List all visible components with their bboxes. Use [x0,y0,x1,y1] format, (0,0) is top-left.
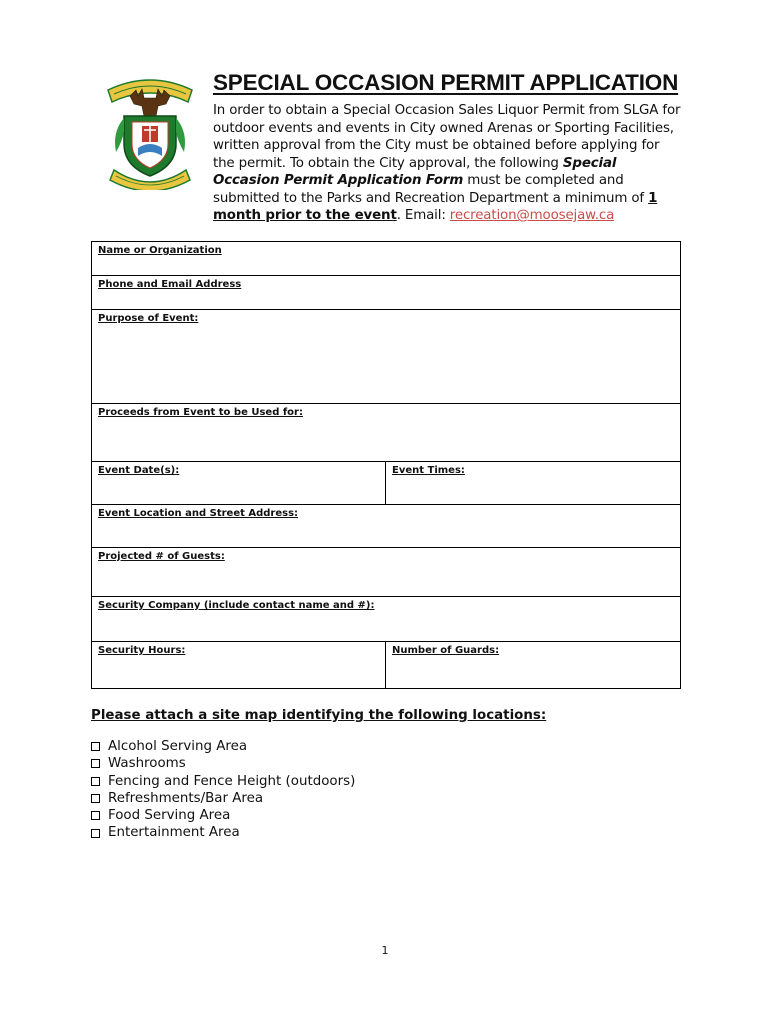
intro-form-name: Special Occasion Permit Application Form [213,155,617,188]
checklist-item-label: Food Serving Area [108,808,231,824]
projected-guests-field[interactable] [92,548,681,597]
checklist-item [91,738,355,755]
city-crest-logo [104,72,196,190]
checklist-item-label: Entertainment Area [108,825,240,841]
checklist-item [91,824,355,841]
security-company-field[interactable] [92,597,681,642]
checklist-item [91,773,355,790]
page-title: SPECIAL OCCASION PERMIT APPLICATION [213,70,679,95]
checklist-item [91,807,355,824]
email-link[interactable]: recreation@moosejaw.ca [449,208,615,223]
checklist-item [91,755,355,772]
name-or-organization-label: Name or Organization [98,245,222,256]
checklist-item [91,790,355,807]
intro-text-part2: must be completed and submitted to the Parks and Recreation Department a minimum of [213,173,649,206]
event-location-field[interactable] [92,505,681,548]
projected-guests-label: Projected # of Guests: [98,551,225,562]
security-company-label: Security Company (include contact name and #): [98,600,375,611]
checklist-item-label: Fencing and Fence Height (outdoors) [108,773,356,789]
checkbox[interactable] [91,829,100,838]
number-of-guards-field[interactable] [386,642,681,689]
checkbox[interactable] [91,811,100,820]
event-dates-label: Event Date(s): [98,465,180,476]
proceeds-field[interactable] [92,404,681,462]
security-hours-label: Security Hours: [98,645,186,656]
site-map-heading: Please attach a site map identifying the following locations: [91,708,547,723]
checkbox[interactable] [91,742,100,751]
purpose-of-event-label: Purpose of Event: [98,313,199,324]
site-map-checklist [91,738,355,842]
checklist-item-label: Alcohol Serving Area [108,739,248,754]
event-location-label: Event Location and Street Address: [98,508,299,519]
intro-text-part1: In order to obtain a Special Occasion Sales Liquor Permit from SLGA for outdoor events and events in City owned Arenas or Sporting Facilities, written approval from the City must be obtained before applying for the permit. To obtain the City approval, the following [213,103,681,171]
checkbox[interactable] [91,777,100,786]
name-or-organization-field[interactable] [92,242,681,276]
security-hours-field[interactable] [92,642,386,689]
checkbox[interactable] [91,759,100,768]
intro-text-part3: . Email: [396,208,450,223]
checklist-item-label: Refreshments/Bar Area [108,790,264,806]
phone-email-label: Phone and Email Address [98,279,242,290]
checkbox[interactable] [91,794,100,803]
purpose-of-event-field[interactable] [92,310,681,404]
page-number: 1 [381,944,389,957]
proceeds-label: Proceeds from Event to be Used for: [98,407,303,418]
intro-deadline: 1 month prior to the event [213,190,658,223]
event-times-field[interactable] [386,462,681,505]
number-of-guards-label: Number of Guards: [392,645,500,656]
event-times-label: Event Times: [392,465,465,476]
application-form-table [91,241,681,689]
event-dates-field[interactable] [92,462,386,505]
phone-email-field[interactable] [92,276,681,310]
checklist-item-label: Washrooms [108,756,186,772]
intro-paragraph [213,102,683,225]
